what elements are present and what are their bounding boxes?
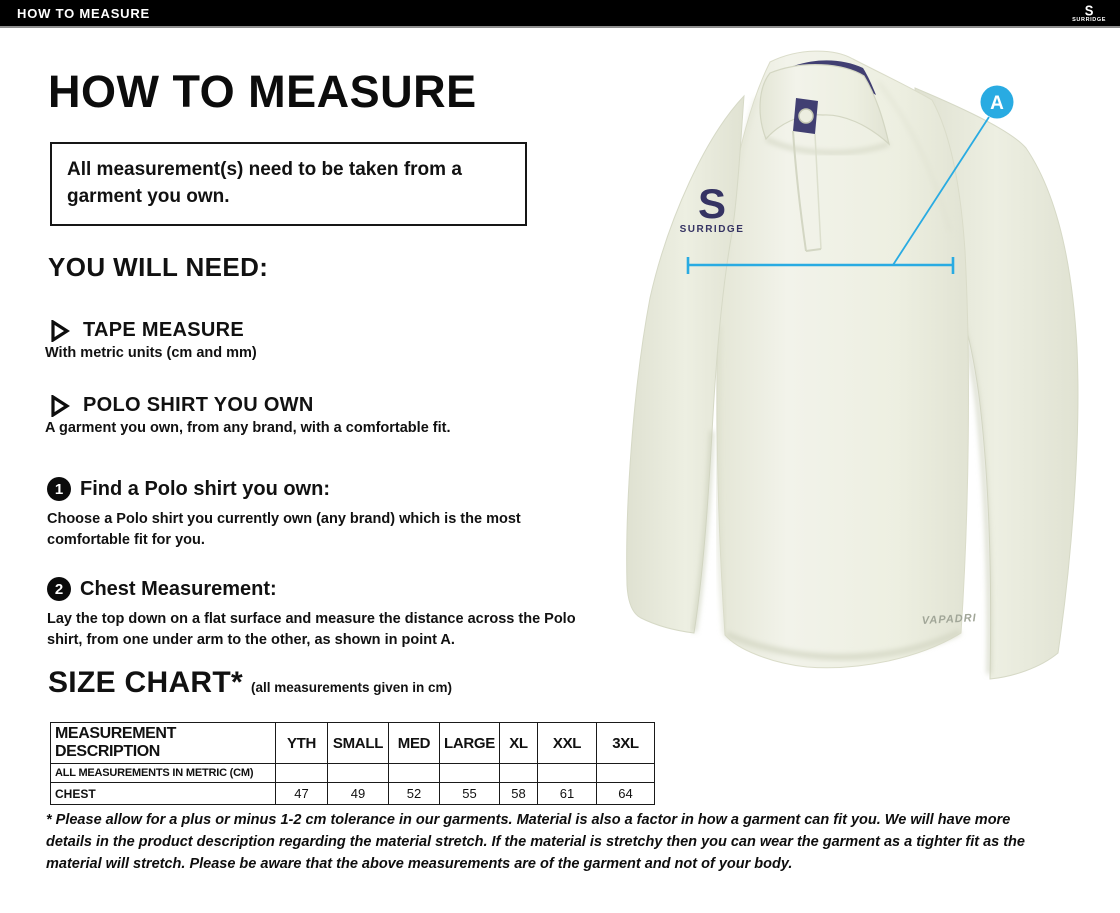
surridge-logo-wordmark: SURRIDGE xyxy=(1072,16,1106,23)
table-row xyxy=(51,783,655,805)
step-number-badge: 1 xyxy=(47,477,71,501)
shirt-body xyxy=(717,51,968,668)
cell xyxy=(538,764,597,783)
column-header: MEASUREMENT DESCRIPTION xyxy=(51,723,276,764)
need-item-description: A garment you own, from any brand, with a comfortable fit. xyxy=(45,420,451,436)
triangle-bullet-icon xyxy=(50,320,70,342)
row-label: ALL MEASUREMENTS IN METRIC (CM) xyxy=(51,764,276,783)
column-header: YTH xyxy=(276,723,328,764)
cell: 49 xyxy=(328,783,389,805)
need-item-polo-shirt xyxy=(45,394,605,436)
cell: 64 xyxy=(597,783,655,805)
top-bar-title: HOW TO MEASURE xyxy=(17,5,151,21)
step-body: Choose a Polo shirt you currently own (any brand) which is the most comfortable fit for you. xyxy=(47,511,521,549)
sleeve-vapadri-wordmark: VAPADRI xyxy=(921,612,977,627)
surridge-s-icon: S xyxy=(1084,1,1094,19)
triangle-bullet-icon xyxy=(50,395,70,417)
cell xyxy=(440,764,500,783)
size-chart-subheading: (all measurements given in cm) xyxy=(250,680,453,695)
cell xyxy=(389,764,440,783)
column-header: SMALL xyxy=(328,723,389,764)
step-number-badge: 2 xyxy=(47,577,71,601)
size-chart-heading-row xyxy=(48,666,452,700)
cell xyxy=(276,764,328,783)
top-bar xyxy=(0,0,1120,28)
row-label: CHEST xyxy=(51,783,276,805)
step-2 xyxy=(47,577,592,651)
step-1 xyxy=(47,477,592,551)
surridge-logo xyxy=(1072,1,1106,24)
column-header: MED xyxy=(389,723,440,764)
need-item-description: With metric units (cm and mm) xyxy=(45,345,257,361)
column-header: 3XL xyxy=(597,723,655,764)
chest-logo-s-icon: S xyxy=(697,180,727,227)
step-title: Chest Measurement: xyxy=(80,577,277,600)
table-row xyxy=(51,764,655,783)
cell: 52 xyxy=(389,783,440,805)
polo-shirt-product-image xyxy=(620,36,1120,691)
chest-logo-wordmark: SURRIDGE xyxy=(679,224,745,235)
cell: 47 xyxy=(276,783,328,805)
cell xyxy=(328,764,389,783)
column-header: LARGE xyxy=(440,723,500,764)
column-header: XXL xyxy=(538,723,597,764)
cell xyxy=(597,764,655,783)
size-chart-heading: SIZE CHART* xyxy=(48,666,243,699)
step-title: Find a Polo shirt you own: xyxy=(80,477,330,500)
size-chart-table xyxy=(50,722,655,805)
tolerance-footnote: * Please allow for a plus or minus 1-2 cm tolerance in our garments. Material is also a factor in how a garment can fit you. We will have more details in the product description regarding the material stretch. If the material is stretchy then you can wear the garment as a tighter fit as the material will stretch. Please be aware that the above measurements are of the garment and not of your body. xyxy=(46,812,1025,872)
cell: 58 xyxy=(500,783,538,805)
cell: 61 xyxy=(538,783,597,805)
need-item-label: POLO SHIRT YOU OWN xyxy=(83,394,314,416)
point-a-label: A xyxy=(990,93,1004,114)
measurement-note-box: All measurement(s) need to be taken from a garment you own. xyxy=(50,142,527,226)
cell: 55 xyxy=(440,783,500,805)
collar-button xyxy=(799,109,813,123)
step-body: Lay the top down on a flat surface and measure the distance across the Polo shirt, from one under arm to the other, as shown in point A. xyxy=(47,611,576,649)
cell xyxy=(500,764,538,783)
need-item-label: TAPE MEASURE xyxy=(83,319,245,341)
you-will-need-heading: YOU WILL NEED: xyxy=(48,252,269,282)
page-title: HOW TO MEASURE xyxy=(48,66,477,117)
table-header-row xyxy=(51,723,655,764)
need-item-tape-measure xyxy=(45,319,605,361)
column-header: XL xyxy=(500,723,538,764)
